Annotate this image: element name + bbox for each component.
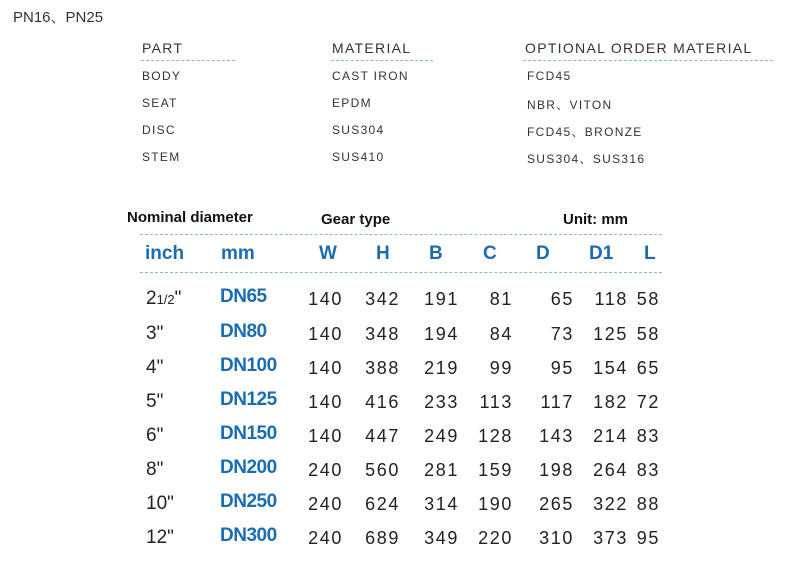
optional-cell: NBR、VITON bbox=[527, 98, 613, 112]
l-cell: 58 bbox=[636, 289, 660, 309]
table-row bbox=[0, 423, 804, 457]
w-cell: 140 bbox=[308, 426, 343, 446]
col-header-b: B bbox=[429, 243, 443, 264]
dn-cell: DN125 bbox=[220, 389, 277, 410]
d1-cell: 322 bbox=[593, 494, 628, 514]
header-part: PART bbox=[142, 40, 184, 56]
dn-cell: DN100 bbox=[220, 355, 277, 376]
col-header-inch: inch bbox=[145, 243, 185, 264]
nominal-diameter-label: Nominal diameter bbox=[127, 209, 253, 226]
b-cell: 314 bbox=[424, 494, 459, 514]
h-cell: 348 bbox=[365, 324, 400, 344]
col-header-d: D bbox=[536, 243, 550, 264]
b-cell: 219 bbox=[424, 358, 459, 378]
divider bbox=[140, 234, 662, 235]
divider bbox=[140, 272, 662, 273]
inch-cell: 12" bbox=[146, 527, 174, 548]
w-cell: 140 bbox=[308, 392, 343, 412]
d1-cell: 154 bbox=[593, 358, 628, 378]
c-cell: 81 bbox=[489, 289, 513, 309]
w-cell: 140 bbox=[308, 324, 343, 344]
table-row bbox=[0, 389, 804, 423]
unit-label: Unit: mm bbox=[563, 211, 628, 228]
w-cell: 240 bbox=[308, 494, 343, 514]
d-cell: 65 bbox=[550, 289, 574, 309]
col-header-c: C bbox=[483, 243, 497, 264]
d-cell: 310 bbox=[539, 528, 574, 548]
col-header-w: W bbox=[319, 243, 337, 264]
optional-cell: SUS304、SUS316 bbox=[527, 152, 646, 166]
pressure-rating: PN16、PN25 bbox=[13, 9, 104, 26]
c-cell: 99 bbox=[489, 358, 513, 378]
divider bbox=[141, 60, 235, 61]
c-cell: 128 bbox=[478, 426, 513, 446]
optional-cell: FCD45、BRONZE bbox=[527, 125, 643, 139]
l-cell: 83 bbox=[636, 426, 660, 446]
dn-cell: DN200 bbox=[220, 457, 277, 478]
part-cell: DISC bbox=[142, 123, 176, 137]
table-row bbox=[0, 491, 804, 525]
inch-cell bbox=[146, 288, 181, 310]
table-row bbox=[0, 286, 804, 320]
c-cell: 220 bbox=[478, 528, 513, 548]
table-row bbox=[0, 457, 804, 491]
table-row bbox=[0, 321, 804, 355]
c-cell: 84 bbox=[489, 324, 513, 344]
material-cell: SUS410 bbox=[332, 150, 385, 164]
optional-cell: FCD45 bbox=[527, 69, 572, 83]
part-cell: SEAT bbox=[142, 96, 178, 110]
d1-cell: 373 bbox=[593, 528, 628, 548]
dn-cell: DN300 bbox=[220, 525, 277, 546]
col-header-mm: mm bbox=[221, 243, 255, 264]
dn-cell: DN150 bbox=[220, 423, 277, 444]
d1-cell: 264 bbox=[593, 460, 628, 480]
h-cell: 342 bbox=[365, 289, 400, 309]
inch-cell: 10" bbox=[146, 493, 174, 514]
table-row bbox=[0, 525, 804, 559]
d-cell: 95 bbox=[550, 358, 574, 378]
c-cell: 113 bbox=[479, 392, 513, 412]
dn-cell: DN80 bbox=[220, 321, 267, 342]
h-cell: 689 bbox=[365, 528, 400, 548]
h-cell: 388 bbox=[365, 358, 400, 378]
d-cell: 265 bbox=[539, 494, 574, 514]
col-header-d1: D1 bbox=[589, 243, 614, 264]
d-cell: 73 bbox=[550, 324, 574, 344]
l-cell: 88 bbox=[636, 494, 660, 514]
b-cell: 281 bbox=[424, 460, 459, 480]
l-cell: 95 bbox=[636, 528, 660, 548]
inch-cell: 5" bbox=[146, 391, 164, 412]
l-cell: 72 bbox=[636, 392, 660, 412]
h-cell: 560 bbox=[365, 460, 400, 480]
b-cell: 249 bbox=[424, 426, 459, 446]
inch-mark: " bbox=[174, 288, 182, 309]
d1-cell: 214 bbox=[593, 426, 628, 446]
inch-whole: 2 bbox=[146, 288, 157, 309]
inch-fraction: 1/2 bbox=[156, 292, 175, 307]
inch-cell: 3" bbox=[146, 323, 164, 344]
w-cell: 240 bbox=[308, 528, 343, 548]
material-table bbox=[141, 38, 781, 178]
w-cell: 140 bbox=[308, 358, 343, 378]
w-cell: 140 bbox=[308, 289, 343, 309]
b-cell: 191 bbox=[424, 289, 459, 309]
l-cell: 83 bbox=[636, 460, 660, 480]
b-cell: 194 bbox=[424, 324, 459, 344]
d-cell: 143 bbox=[539, 426, 574, 446]
b-cell: 349 bbox=[424, 528, 459, 548]
h-cell: 447 bbox=[365, 426, 400, 446]
material-cell: SUS304 bbox=[332, 123, 385, 137]
dn-cell: DN250 bbox=[220, 491, 277, 512]
c-cell: 190 bbox=[478, 494, 513, 514]
d-cell: 198 bbox=[539, 460, 574, 480]
l-cell: 65 bbox=[636, 358, 660, 378]
header-material: MATERIAL bbox=[332, 40, 412, 56]
inch-cell: 6" bbox=[146, 425, 164, 446]
d1-cell: 182 bbox=[593, 392, 628, 412]
h-cell: 416 bbox=[365, 392, 400, 412]
h-cell: 624 bbox=[365, 494, 400, 514]
divider bbox=[523, 60, 773, 61]
header-optional-material: OPTIONAL ORDER MATERIAL bbox=[525, 40, 753, 56]
divider bbox=[331, 60, 433, 61]
dn-cell: DN65 bbox=[220, 286, 267, 307]
inch-cell: 8" bbox=[146, 459, 164, 480]
c-cell: 159 bbox=[478, 460, 513, 480]
col-header-l: L bbox=[644, 243, 656, 264]
gear-type-label: Gear type bbox=[321, 211, 391, 228]
part-cell: STEM bbox=[142, 150, 181, 164]
table-row bbox=[0, 355, 804, 389]
w-cell: 240 bbox=[308, 460, 343, 480]
col-header-h: H bbox=[376, 243, 390, 264]
inch-cell: 4" bbox=[146, 357, 164, 378]
b-cell: 233 bbox=[424, 392, 459, 412]
part-cell: BODY bbox=[142, 69, 182, 83]
material-cell: CAST IRON bbox=[332, 69, 409, 83]
material-cell: EPDM bbox=[332, 96, 372, 110]
d-cell: 117 bbox=[540, 392, 574, 412]
d1-cell: 118 bbox=[594, 289, 628, 309]
l-cell: 58 bbox=[636, 324, 660, 344]
d1-cell: 125 bbox=[593, 324, 628, 344]
